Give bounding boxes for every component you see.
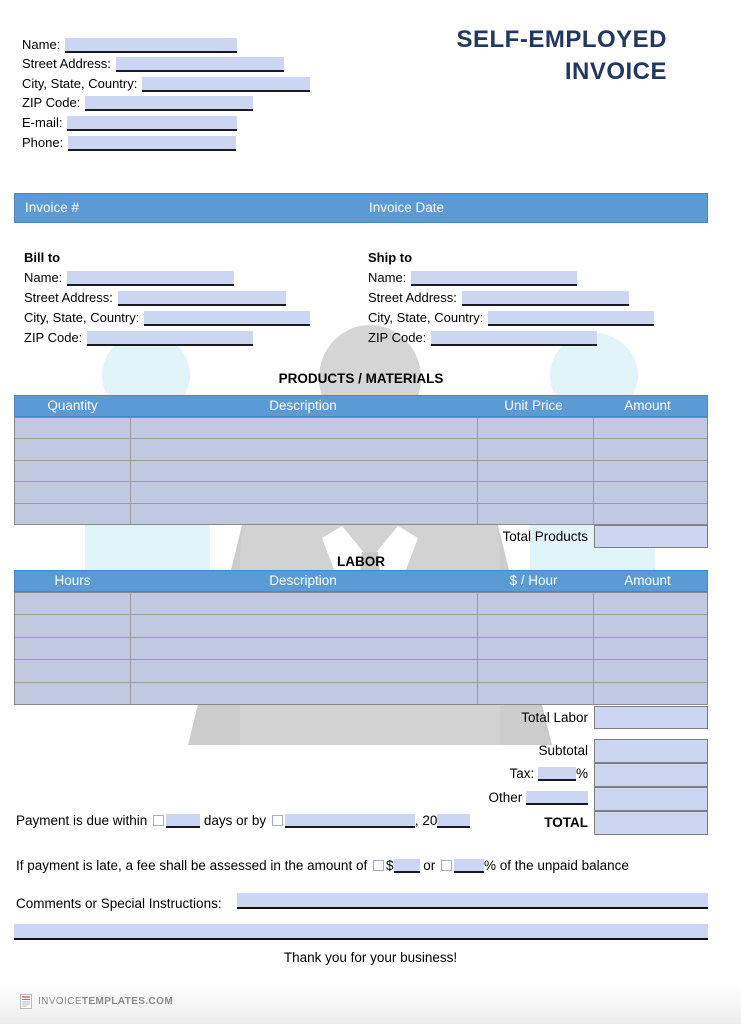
provider-phone-field[interactable]	[68, 136, 236, 151]
labor-table-body	[14, 592, 708, 705]
products-col-description: Description	[269, 398, 337, 413]
table-cell[interactable]	[478, 593, 593, 614]
payment-days-checkbox[interactable]	[153, 815, 164, 826]
table-cell[interactable]	[131, 504, 477, 524]
comments-field-line2[interactable]	[14, 924, 708, 940]
bill-to-street-field[interactable]	[118, 291, 286, 306]
provider-zip-label: ZIP Code:	[22, 95, 81, 111]
table-cell[interactable]	[594, 418, 707, 438]
products-total-cell[interactable]	[594, 525, 708, 548]
bill-to-name-field[interactable]	[67, 271, 234, 286]
ship-to-street-row	[368, 286, 654, 306]
payment-terms-part2: days or by	[203, 813, 267, 828]
tax-row	[360, 766, 588, 781]
ship-to-zip-row	[368, 326, 654, 346]
late-fee-flat-field[interactable]	[394, 859, 420, 873]
subtotal-value-box[interactable]	[594, 739, 708, 763]
late-fee-percent-field[interactable]	[454, 859, 484, 873]
other-label: Other	[488, 790, 523, 805]
bill-to-city-row	[24, 306, 310, 326]
bill-to-zip-field[interactable]	[87, 331, 253, 346]
comments-label: Comments or Special Instructions:	[16, 896, 222, 911]
late-fee-dollar-sign: $	[385, 858, 394, 873]
tax-rate-field[interactable]	[538, 767, 576, 781]
table-cell[interactable]	[15, 660, 130, 681]
ship-to-title: Ship to	[368, 250, 413, 265]
late-fee-part2: % of the unpaid balance	[484, 858, 629, 873]
provider-city-row	[22, 72, 310, 92]
thank-you-message: Thank you for your business!	[283, 950, 458, 965]
products-table-header	[14, 395, 708, 417]
table-cell[interactable]	[594, 660, 707, 681]
table-cell[interactable]	[15, 482, 130, 502]
table-cell[interactable]	[131, 660, 477, 681]
table-cell[interactable]	[478, 683, 593, 704]
late-fee-part1: If payment is late, a fee shall be assessed in the amount of	[16, 858, 368, 873]
table-cell[interactable]	[131, 482, 477, 502]
subtotal-label: Subtotal	[538, 743, 588, 758]
other-amount-field[interactable]	[526, 791, 588, 805]
late-fee-flat-checkbox[interactable]	[373, 860, 384, 871]
table-cell[interactable]	[131, 615, 477, 636]
table-cell[interactable]	[478, 638, 593, 659]
provider-email-field[interactable]	[67, 116, 237, 131]
table-cell[interactable]	[594, 439, 707, 459]
table-cell[interactable]	[594, 461, 707, 481]
provider-name-row	[22, 33, 310, 53]
table-cell[interactable]	[15, 504, 130, 524]
ship-to-name-field[interactable]	[411, 271, 577, 286]
ship-to-zip-field[interactable]	[431, 331, 597, 346]
provider-city-label: City, State, Country:	[22, 75, 138, 91]
other-row	[360, 790, 588, 805]
table-cell[interactable]	[15, 615, 130, 636]
late-fee-percent-checkbox[interactable]	[441, 860, 452, 871]
products-total-label: Total Products	[502, 529, 588, 544]
bill-to-name-label: Name:	[24, 270, 63, 285]
brand-name	[38, 996, 173, 1007]
ship-to-section	[368, 246, 654, 346]
bill-to-street-row	[24, 286, 310, 306]
table-cell[interactable]	[131, 439, 477, 459]
table-cell[interactable]	[478, 418, 593, 438]
ship-to-street-label: Street Address:	[368, 290, 457, 305]
labor-col-amount: Amount	[624, 573, 671, 588]
provider-zip-field[interactable]	[85, 96, 253, 111]
tax-label: Tax:	[509, 766, 535, 781]
tax-value-box[interactable]	[594, 763, 708, 787]
brand-part-com: .COM	[145, 996, 174, 1007]
brand-logo	[20, 994, 173, 1009]
tax-percent-suffix: %	[575, 766, 588, 781]
provider-name-label: Name:	[22, 36, 61, 52]
table-cell[interactable]	[131, 683, 477, 704]
ship-to-name-row	[368, 266, 654, 286]
table-cell[interactable]	[15, 683, 130, 704]
payment-terms-line	[16, 812, 470, 829]
provider-street-row	[22, 53, 310, 73]
provider-street-label: Street Address:	[22, 56, 111, 72]
invoice-header-bar	[14, 193, 708, 223]
invoice-date-label: Invoice Date	[369, 200, 445, 215]
payment-date-field[interactable]	[285, 814, 415, 828]
payment-terms-part3: , 20	[414, 813, 438, 828]
table-cell[interactable]	[131, 638, 477, 659]
provider-street-field[interactable]	[116, 57, 284, 72]
comments-field-line1[interactable]	[237, 893, 708, 909]
table-cell[interactable]	[594, 638, 707, 659]
ship-to-city-label: City, State, Country:	[368, 310, 484, 325]
brand-part-templates: TEMPLATES	[81, 996, 146, 1007]
ship-to-name-label: Name:	[368, 270, 407, 285]
late-fee-or-text: or	[423, 858, 436, 873]
table-cell[interactable]	[594, 615, 707, 636]
table-cell[interactable]	[15, 638, 130, 659]
provider-info	[22, 33, 310, 151]
table-cell[interactable]	[594, 504, 707, 524]
table-cell[interactable]	[478, 439, 593, 459]
labor-col-description: Description	[269, 573, 337, 588]
grand-total-value-box[interactable]	[594, 811, 708, 835]
provider-phone-label: Phone:	[22, 134, 64, 150]
late-fee-line	[16, 857, 629, 874]
document-icon	[20, 994, 32, 1009]
page-title-line1: SELF-EMPLOYED	[456, 26, 667, 53]
provider-email-row	[22, 111, 310, 131]
ship-to-street-field[interactable]	[462, 291, 629, 306]
table-cell[interactable]	[478, 615, 593, 636]
ship-to-zip-label: ZIP Code:	[368, 330, 427, 345]
products-section-title: PRODUCTS / MATERIALS	[278, 371, 444, 386]
payment-days-field[interactable]	[166, 814, 200, 828]
labor-total-cell[interactable]	[594, 706, 708, 729]
payment-year-field[interactable]	[437, 814, 470, 828]
payment-terms-part1: Payment is due within	[16, 813, 148, 828]
labor-section-title: LABOR	[337, 554, 385, 569]
table-cell[interactable]	[478, 660, 593, 681]
page-title	[456, 24, 667, 88]
products-table-body	[14, 417, 708, 525]
table-cell[interactable]	[15, 439, 130, 459]
bill-to-street-label: Street Address:	[24, 290, 113, 305]
payment-date-checkbox[interactable]	[272, 815, 283, 826]
ship-to-city-row	[368, 306, 654, 326]
bill-to-zip-label: ZIP Code:	[24, 330, 83, 345]
labor-total-label: Total Labor	[521, 710, 588, 725]
bill-to-title: Bill to	[24, 250, 61, 265]
provider-zip-row	[22, 92, 310, 112]
page-title-line2: INVOICE	[564, 58, 667, 85]
grand-total-label: TOTAL	[544, 815, 588, 830]
table-cell[interactable]	[478, 504, 593, 524]
table-cell[interactable]	[15, 593, 130, 614]
table-cell[interactable]	[15, 461, 130, 481]
table-cell[interactable]	[15, 418, 130, 438]
table-cell[interactable]	[594, 593, 707, 614]
products-col-amount: Amount	[624, 398, 671, 413]
products-col-unit-price: Unit Price	[504, 398, 563, 413]
provider-name-field[interactable]	[65, 38, 237, 53]
brand-part-invoice: INVOICE	[38, 996, 82, 1007]
bill-to-name-row	[24, 266, 310, 286]
other-value-box[interactable]	[594, 787, 708, 811]
labor-col-hours: Hours	[54, 573, 91, 588]
bill-to-city-label: City, State, Country:	[24, 310, 140, 325]
labor-col-rate: $ / Hour	[509, 573, 558, 588]
bill-to-city-field[interactable]	[144, 311, 310, 326]
table-cell[interactable]	[594, 683, 707, 704]
labor-table-header	[14, 570, 708, 592]
provider-city-field[interactable]	[142, 77, 310, 92]
provider-phone-row	[22, 131, 310, 151]
table-cell[interactable]	[594, 482, 707, 502]
table-cell[interactable]	[131, 418, 477, 438]
table-cell[interactable]	[131, 461, 477, 481]
bill-to-zip-row	[24, 326, 310, 346]
bill-to-section	[24, 246, 310, 346]
invoice-number-label: Invoice #	[25, 200, 80, 215]
provider-email-label: E-mail:	[22, 114, 63, 130]
table-cell[interactable]	[478, 461, 593, 481]
table-cell[interactable]	[131, 593, 477, 614]
products-col-quantity: Quantity	[47, 398, 98, 413]
ship-to-city-field[interactable]	[488, 311, 654, 326]
table-cell[interactable]	[478, 482, 593, 502]
